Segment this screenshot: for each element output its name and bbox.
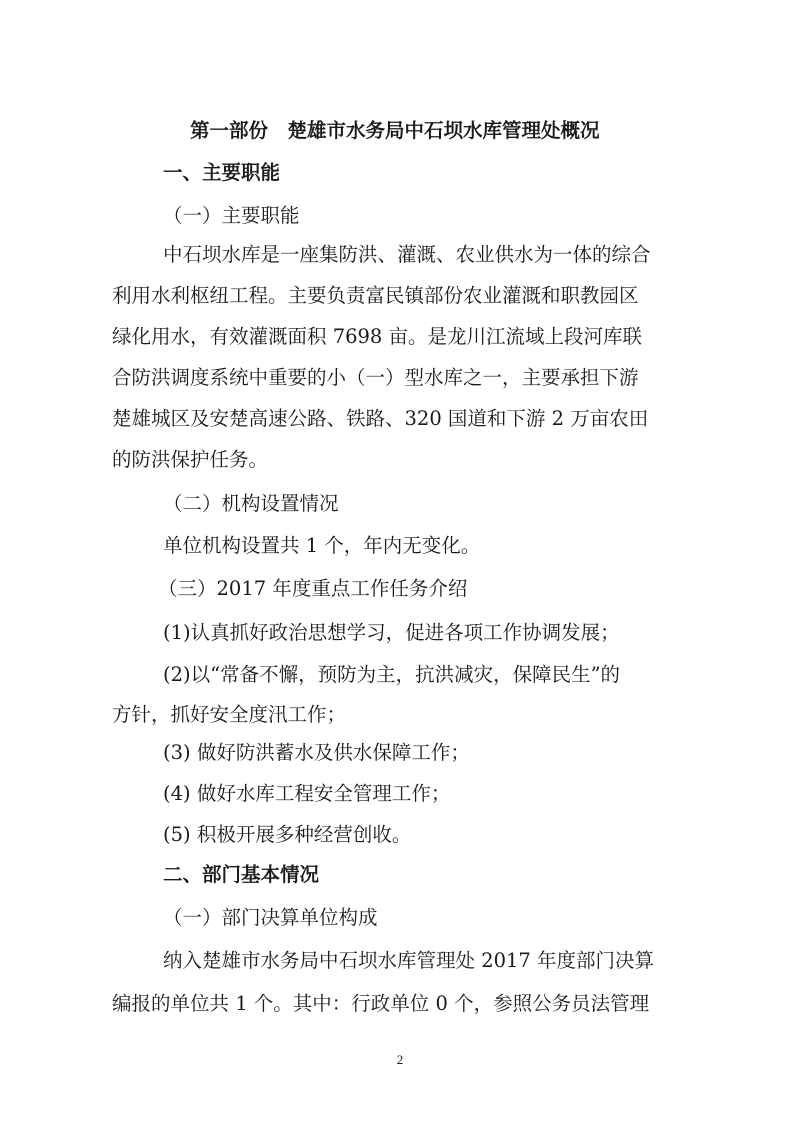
page-title: 第一部份 楚雄市水务局中石坝水库管理处概况 bbox=[190, 119, 600, 142]
list-item: (3) 做好防洪蓄水及供水保障工作； bbox=[163, 741, 470, 764]
subsection-heading-key-tasks: （三）2017 年度重点工作任务介绍 bbox=[158, 577, 468, 600]
list-item: (5) 积极开展多种经营创收。 bbox=[163, 823, 412, 846]
section-heading-basic-info: 二、部门基本情况 bbox=[163, 863, 320, 886]
paragraph-line: 合防洪调度系统中重要的小（一）型水库之一，主要承担下游 bbox=[112, 366, 639, 389]
list-item-continuation: 方针，抓好安全度汛工作； bbox=[112, 703, 347, 726]
paragraph-line: 中石坝水库是一座集防洪、灌溉、农业供水为一体的综合 bbox=[163, 243, 651, 266]
subsection-heading-units: （一）部门决算单位构成 bbox=[163, 906, 378, 929]
list-item: (1)认真抓好政治思想学习，促进各项工作协调发展； bbox=[163, 621, 620, 644]
subsection-heading-organization: （二）机构设置情况 bbox=[163, 492, 339, 515]
paragraph-line: 绿化用水，有效灌溉面积 7698 亩。是龙川江流域上段河库联 bbox=[112, 325, 643, 348]
paragraph-line: 单位机构设置共 1 个，年内无变化。 bbox=[163, 534, 481, 557]
paragraph-line: 利用水利枢纽工程。主要负责富民镇部份农业灌溉和职教园区 bbox=[112, 284, 639, 307]
page-number: 2 bbox=[396, 1052, 404, 1067]
section-heading-main-functions: 一、主要职能 bbox=[163, 161, 281, 184]
list-item: (4) 做好水库工程安全管理工作； bbox=[163, 782, 451, 805]
list-item: (2)以“常备不懈，预防为主，抗洪减灾，保障民生”的 bbox=[163, 663, 621, 686]
paragraph-line: 楚雄城区及安楚高速公路、铁路、320 国道和下游 2 万亩农田 bbox=[112, 407, 649, 430]
paragraph-line: 编报的单位共 1 个。其中：行政单位 0 个，参照公务员法管理 bbox=[112, 992, 650, 1015]
paragraph-line: 纳入楚雄市水务局中石坝水库管理处 2017 年度部门决算 bbox=[163, 949, 655, 972]
paragraph-line: 的防洪保护任务。 bbox=[112, 448, 269, 471]
subsection-heading-functions: （一）主要职能 bbox=[163, 204, 300, 227]
